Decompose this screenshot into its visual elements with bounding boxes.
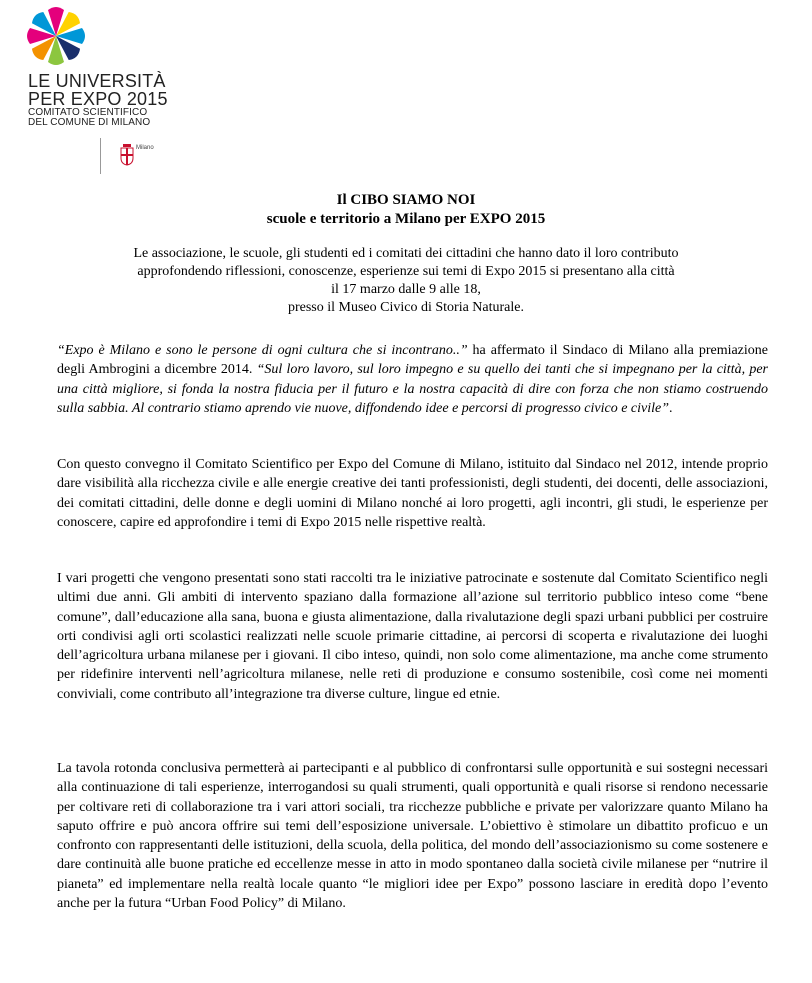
intro-line-2: approfondendo riflessioni, conoscenze, esperienze sui temi di Expo 2015 si presentano alla città (137, 264, 675, 279)
logo-line-3: COMITATO SCIENTIFICO (28, 107, 148, 118)
milano-shield-icon (120, 144, 134, 166)
expo-flower-icon (24, 4, 88, 68)
milano-label: Milano (136, 145, 154, 151)
body-paragraph: I vari progetti che vengono presentati sono stati raccolti tra le iniziative patrocinate e sostenute dal Comitato Scientifico negli ultimi due anni. Gli ambiti di intervento spaziano dalla formazione all’azione sul territorio pubblico inteso come “bene comune”, dall’educazione alla sana, buona e giusta alimentazione, dalla rivalutazione degli spazi urbani pubblici per costruire orti condivisi agli orti scolastici realizzati nelle scuole primarie cittadine, ai percorsi di scoperta e rivalutazione dei luoghi dell’agricoltura urbana milanese per i giovani. Il cibo inteso, quindi, non solo come alimentazione, ma anche come strumento per ridefinire interventi nell’agricoltura milanese, nelle reti di produzione e consumo sostenibile, così come nei momenti conviviali, come contributo all’integrazione tra diverse culture, lingue ed etnie. (57, 571, 768, 702)
mayor-quote-2: “Sul loro lavoro, sul loro impegno e su quello dei tanti che si impegnano per la città, per una città migliore, si fonda la nostra fiducia per il futuro e la nostra capacità di dire con forza che non stiamo costruendo sulla sabbia. Al contrario stiamo aprendo vie nuove, diffondendo idee e percorsi di progresso civico e civile” (57, 362, 768, 416)
body-paragraph: Con questo convegno il Comitato Scientifico per Expo del Comune di Milano, istituito dal Sindaco nel 2012, intende proprio dare visibilità alla ricchezza civile e alle energie creative dei tanti professionisti, degli studenti, dei docenti, delle associazioni, dei comitati cittadini, delle donne e degli uomini di Milano nonché ai loro progetti, agli incontri, gli studi, le esperienze per conoscere, capire ed approfondire i temi di Expo 2015 nelle rispettive realtà. (57, 457, 768, 530)
intro-block (40, 245, 772, 317)
logo-divider (100, 138, 101, 174)
intro-line-3: il 17 marzo dalle 9 alle 18, (331, 282, 481, 297)
logo-line-1: LE UNIVERSITÀ (28, 71, 166, 91)
quote-paragraph (57, 341, 768, 418)
logo-line-2: PER EXPO 2015 (28, 89, 168, 109)
logo-line-4: DEL COMUNE DI MILANO (28, 117, 151, 128)
intro-line-1: Le associazione, le scuole, gli studenti ed i comitati dei cittadini che hanno dato il loro contributo (133, 246, 679, 261)
quote-attribution: ha affermato il Sindaco di Milano alla premiazione degli Ambrogini a dicembre 2014. (57, 343, 769, 378)
comune-di-milano-logo (120, 144, 154, 166)
mayor-quote-1: “Expo è Milano e sono le persone di ogni cultura che si incontrano..” (57, 343, 468, 358)
page-subtitle: scuole e territorio a Milano per EXPO 2015 (266, 211, 546, 227)
intro-line-4: presso il Museo Civico di Storia Naturale. (287, 300, 525, 315)
body-paragraph: La tavola rotonda conclusiva permetterà ai partecipanti e al pubblico di confrontarsi sulle opportunità e sui sostegni necessari alla continuazione di tali esperienze, interrogandosi su quali strumenti, quali opportunità e quali risorse si rendono necessarie per coltivare reti di collaborazione tra i vari attori sociali, tra ricchezze pubbliche e private per valorizzare quanto Milano ha saputo offrire e può ancora offrire sui temi dell’esposizione universale. L’obiettivo è stimolare un dibattito proficuo e un confronto con rappresentanti delle istituzioni, della scuola, della politica, del mondo dell’associazionismo su come sostenere e dare continuità alle buone pratiche ed eccellenze messe in atto in modo spontaneo dalla società civile milanese per “nutrire il pianeta” ed implementare nella realtà locale quanto “le migliori idee per Expo” possono lasciare in eredità dopo l’evento anche per la futura “Urban Food Policy” di Milano. (57, 761, 768, 912)
page-title: Il CIBO SIAMO NOI (336, 192, 476, 208)
quote-end: . (669, 400, 673, 416)
universita-expo-logo (28, 4, 168, 151)
